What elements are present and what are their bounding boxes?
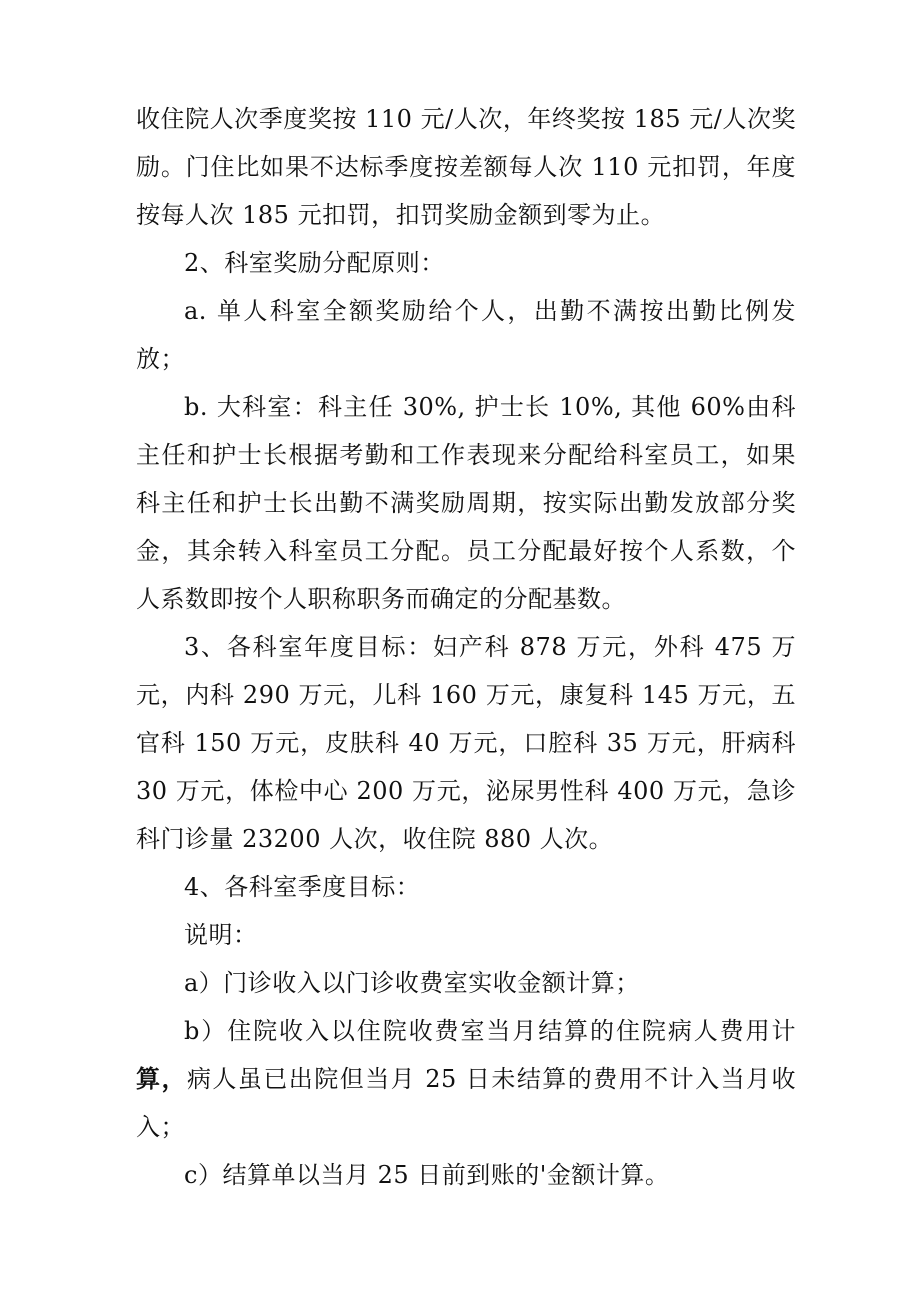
note-inpatient-part-2: 病人虽已出院但当月 25 日未结算的费用不计入当月收入； [136,1065,796,1141]
paragraph-bonus-rules: 收住院人次季度奖按 110 元/人次，年终奖按 185 元/人次奖励。门住比如果不达标季度按差额每人次 110 元扣罚，年度按每人次 185 元扣罚，扣罚奖励金额到零为止。 [136,105,796,229]
paragraph-heading-quarterly: 4、各科室季度目标： [184,873,421,901]
paragraph-large-department: b. 大科室：科主任 30%, 护士长 10%, 其他 60%由科主任和护士长根据考勤和工作表现来分配给科室员工，如果科主任和护士长出勤不满奖励周期，按实际出勤发放部分奖金，其余转入科室员工分配。员工分配最好按个人系数，个人系数即按个人职称职务而确定的分配基数。 [136,393,796,613]
paragraph-annual-targets: 3、各科室年度目标：妇产科 878 万元，外科 475 万元，内科 290 万元，儿科 160 万元，康复科 145 万元，五官科 150 万元，皮肤科 40 万元，口腔科 35 万元，肝病科 30 万元，体检中心 200 万元，泌尿男性科 400 万元，急诊科门诊量 23200 人次，收住院 880 人次。 [136,633,796,853]
paragraph-note-settlement: c）结算单以当月 25 日前到账的'金额计算。 [184,1161,670,1189]
note-inpatient-bold-part: 算， [136,1064,187,1093]
paragraph-note-inpatient [136,1007,796,1151]
note-inpatient-part-1: b）住院收入以住院收费室当月结算的住院病人费用计 [184,1017,796,1045]
paragraph-notes-label: 说明： [184,921,258,949]
paragraph-note-outpatient: a）门诊收入以门诊收费室实收金额计算； [184,969,640,997]
paragraph-heading-allocation: 2、科室奖励分配原则： [184,249,445,277]
document-body [136,95,796,1199]
paragraph-single-department: a. 单人科室全额奖励给个人，出勤不满按出勤比例发放； [136,297,796,373]
